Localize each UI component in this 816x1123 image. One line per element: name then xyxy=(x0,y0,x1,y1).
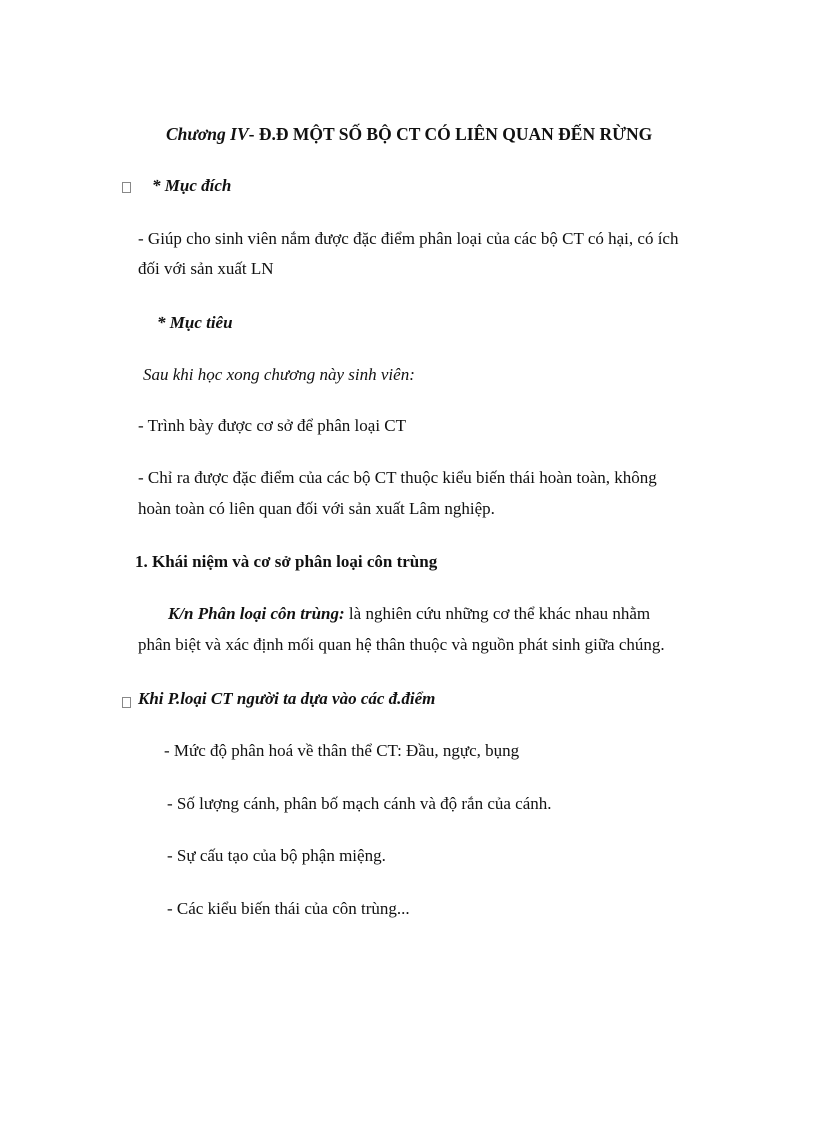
definition-term: K/n Phân loại côn trùng: xyxy=(168,604,345,623)
section-1-heading: 1. Khái niệm và cơ sở phân loại côn trùng xyxy=(135,552,438,571)
definition-line-1 xyxy=(168,603,650,625)
criteria-item: - Các kiểu biến thái của côn trùng... xyxy=(167,899,410,918)
muc-tieu-intro: Sau khi học xong chương này sinh viên: xyxy=(143,365,415,384)
muc-tieu-item-1: - Trình bày được cơ sở để phân loại CT xyxy=(138,416,407,435)
chapter-title xyxy=(166,123,652,145)
muc-dich-line-1: - Giúp cho sinh viên nắm được đặc điểm phân loại của các bộ CT có hại, có ích xyxy=(138,229,679,248)
muc-tieu-item-2-line-1: - Chỉ ra được đặc điểm của các bộ CT thuộc kiểu biến thái hoàn toàn, không xyxy=(138,468,657,487)
muc-tieu-item-2-line-2: hoàn toàn có liên quan đối với sản xuất Lâm nghiệp. xyxy=(138,499,495,518)
checkbox-bullet-icon xyxy=(122,182,131,193)
checkbox-bullet-icon xyxy=(122,697,131,708)
criteria-heading: Khi P.loại CT người ta dựa vào các đ.điểm xyxy=(138,689,436,708)
muc-tieu-heading: * Mục tiêu xyxy=(157,313,233,332)
chapter-label: Chương IV xyxy=(166,124,249,144)
criteria-item: - Số lượng cánh, phân bố mạch cánh và độ rắn của cánh. xyxy=(167,794,552,813)
criteria-item: - Sự cấu tạo của bộ phận miệng. xyxy=(167,846,386,865)
criteria-item: - Mức độ phân hoá về thân thể CT: Đầu, ngực, bụng xyxy=(164,741,520,760)
definition-text: là nghiên cứu những cơ thể khác nhau nhằm xyxy=(344,604,651,623)
chapter-title-text: - Đ.Đ MỘT SỐ BỘ CT CÓ LIÊN QUAN ĐẾN RỪNG xyxy=(248,124,653,144)
definition-line-2: phân biệt và xác định mối quan hệ thân thuộc và nguồn phát sinh giữa chúng. xyxy=(138,635,665,654)
muc-dich-line-2: đối với sản xuất LN xyxy=(138,259,274,278)
muc-dich-heading: * Mục đích xyxy=(152,176,232,195)
